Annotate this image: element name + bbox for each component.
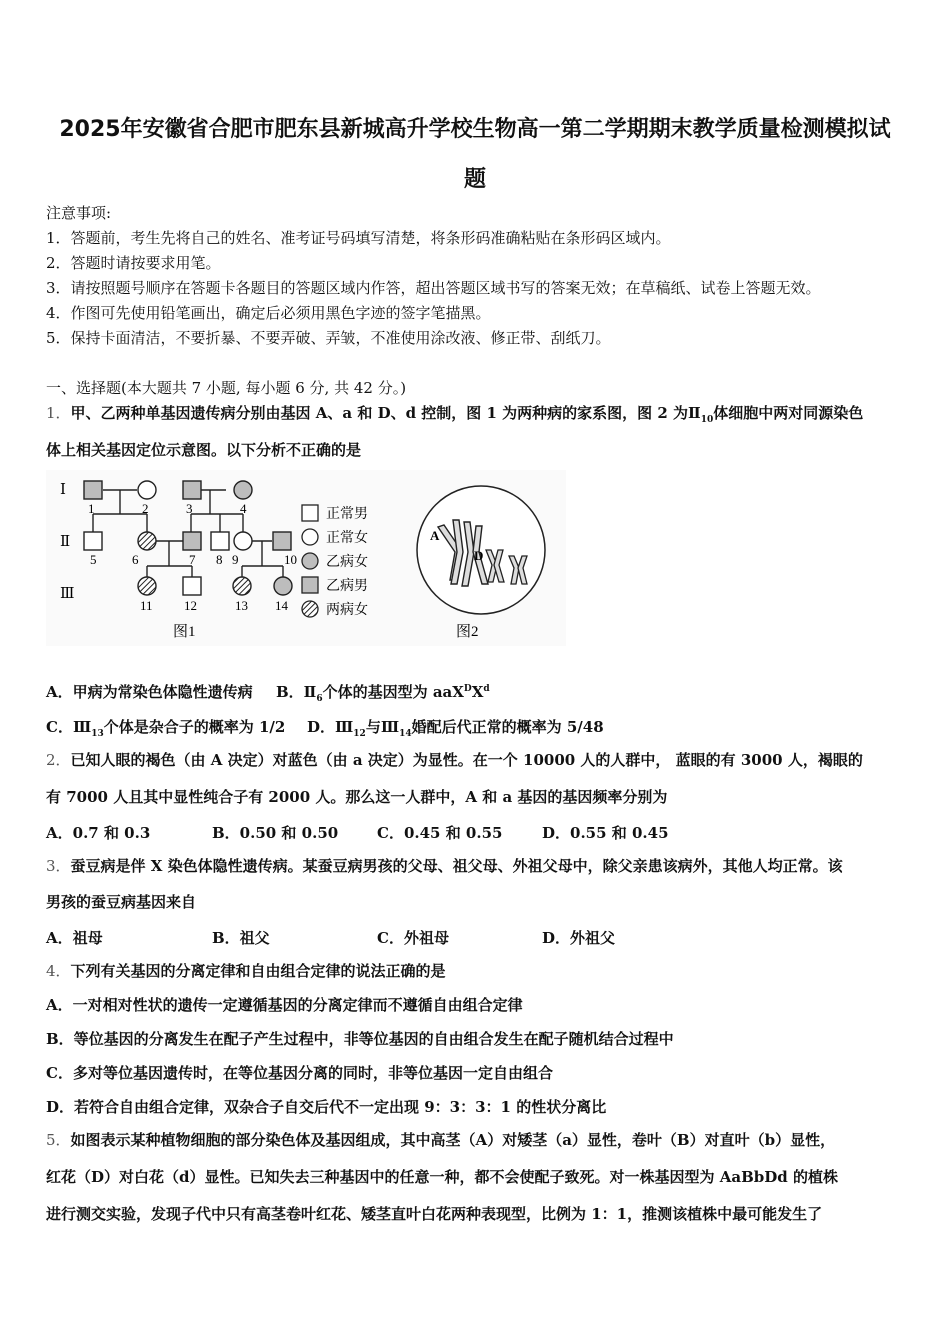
notice-heading: 注意事项: [46, 204, 112, 222]
individual-II7-affected-male [183, 532, 201, 550]
legend-affected-female-icon [302, 553, 318, 569]
question-2-option-d[interactable]: D．0.55 和 0.45 [542, 824, 669, 842]
pedigree-svg [46, 470, 566, 646]
individual-II10-affected-male [273, 532, 291, 550]
generation-label: Ⅱ [60, 534, 71, 550]
question-3-option-a[interactable]: A．祖母 [46, 929, 103, 947]
legend-normal-male-icon [302, 505, 318, 521]
question-number: 4． [46, 962, 71, 980]
generation-label: Ⅲ [60, 586, 75, 602]
legend-label: 乙病女 [326, 555, 368, 570]
question-5-stem-continued: 红花（D）对白花（d）显性。已知失去三种基因中的任意一种，都不会使配子致死。对一株基因型为 AaBbDd 的植株 [46, 1168, 838, 1186]
individual-number: 9 [232, 552, 239, 567]
individual-I4-affected-female [234, 481, 252, 499]
individual-III13-both-diseases-female [233, 577, 251, 595]
question-3-option-b[interactable]: B．祖父 [212, 929, 270, 947]
page-title: 2025年安徽省合肥市肥东县新城高升学校生物高一第二学期期末教学质量检测模拟试 [59, 117, 891, 142]
question-1-option-a[interactable]: A．甲病为常染色体隐性遗传病 [46, 683, 253, 701]
question-3-stem-continued: 男孩的蚕豆病基因来自 [46, 893, 197, 911]
notice-item: 4．作图可先使用铅笔画出，确定后必须用黑色字迹的签字笔描黑。 [46, 304, 491, 322]
individual-II9-normal-female [234, 532, 252, 550]
individual-number: 12 [184, 598, 197, 613]
page-title-continued: 题 [463, 167, 486, 192]
question-number: 2． [46, 751, 71, 769]
legend-affected-male-icon [302, 577, 318, 593]
individual-number: 5 [90, 552, 97, 567]
legend-normal-female-icon [302, 529, 318, 545]
individual-number: 14 [275, 598, 288, 613]
question-2-option-c[interactable]: C．0.45 和 0.55 [377, 824, 503, 842]
gene-label-D: D [474, 548, 484, 563]
individual-I1-affected-male [84, 481, 102, 499]
question-1-option-b[interactable]: B．$Ⅱ_6$个体的基因型为 $aaX^DX^d$ [276, 683, 490, 704]
question-number: 5． [46, 1131, 71, 1149]
individual-III14-affected-female [274, 577, 292, 595]
figure-1-caption: 图1 [173, 624, 196, 640]
individual-number: 11 [140, 598, 153, 613]
gene-label-A: A [430, 528, 440, 543]
individual-III12-normal-male [183, 577, 201, 595]
question-3-option-d[interactable]: D．外祖父 [542, 929, 616, 947]
question-2-stem: 2．已知人眼的褐色（由 A 决定）对蓝色（由 a 决定）为显性。在一个 10000 人的人群中， 蓝眼的有 3000 人，褐眼的 [46, 751, 863, 769]
legend-label: 两病女 [326, 603, 368, 618]
question-5-stem: 5．如图表示某种植物细胞的部分染色体及基因组成，其中高茎（A）对矮茎（a）显性，卷叶（B）对直叶（b）显性， [46, 1131, 836, 1149]
question-1-stem-continued: 体上相关基因定位示意图。以下分析不正确的是 [46, 441, 362, 459]
question-number: 1． [46, 404, 71, 422]
individual-II6-both-diseases-female [138, 532, 156, 550]
individual-number: 13 [235, 598, 248, 613]
legend-label: 乙病男 [326, 579, 368, 594]
individual-I3-affected-male [183, 481, 201, 499]
pedigree-figure [46, 470, 566, 646]
individual-number: 3 [186, 501, 193, 516]
legend-both-diseases-female-icon [302, 601, 318, 617]
legend-label: 正常男 [326, 507, 368, 522]
notice-item: 2．答题时请按要求用笔。 [46, 254, 221, 272]
question-4-stem: 4．下列有关基因的分离定律和自由组合定律的说法正确的是 [46, 962, 446, 980]
question-4-option-c[interactable]: C．多对等位基因遗传时，在等位基因分离的同时，非等位基因一定自由组合 [46, 1064, 553, 1082]
question-1-option-d[interactable]: D．$Ⅲ_{12}$与$Ⅲ_{14}$婚配后代正常的概率为 5/48 [307, 718, 604, 739]
legend-label: 正常女 [326, 531, 368, 546]
generation-label: Ⅰ [60, 482, 66, 498]
notice-item: 3．请按照题号顺序在答题卡各题目的答题区域内作答，超出答题区域书写的答案无效；在草稿纸、试卷上答题无效。 [46, 279, 821, 297]
question-2-option-a[interactable]: A．0.7 和 0.3 [46, 824, 151, 842]
individual-number: 8 [216, 552, 223, 567]
question-2-stem-continued: 有 7000 人且其中显性纯合子有 2000 人。那么这一人群中，A 和 a 基因的基因频率分别为 [46, 788, 668, 806]
section-heading: 一、选择题(本大题共 7 小题, 每小题 6 分, 共 42 分。) [46, 379, 407, 397]
question-3-option-c[interactable]: C．外祖母 [377, 929, 449, 947]
notice-item: 5．保持卡面清洁，不要折暴、不要弄破、弄皱，不准使用涂改液、修正带、刮纸刀。 [46, 329, 611, 347]
question-1-stem: 1．甲、乙两种单基因遗传病分别由基因 A、a 和 D、d 控制，图 1 为两种病的家系图，图 2 为$Ⅱ_{10}$体细胞中两对同源染色 [46, 404, 864, 425]
question-4-option-d[interactable]: D．若符合自由组合定律，双杂合子自交后代不一定出现 9：3：3：1 的性状分离比 [46, 1098, 607, 1116]
individual-number: 10 [284, 552, 297, 567]
question-1-option-c[interactable]: C．$Ⅲ_{13}$个体是杂合子的概率为 1/2 [46, 718, 286, 739]
individual-III11-both-diseases-female [138, 577, 156, 595]
individual-number: 4 [240, 501, 247, 516]
figure-2-caption: 图2 [456, 624, 479, 640]
question-number: 3． [46, 857, 71, 875]
individual-I2-normal-female [138, 481, 156, 499]
individual-number: 7 [189, 552, 196, 567]
question-5-stem-continued: 进行测交实验，发现子代中只有高茎卷叶红花、矮茎直叶白花两种表现型，比例为 1：1，推测该植株中最可能发生了 [46, 1205, 823, 1223]
individual-number: 2 [142, 501, 149, 516]
question-4-option-b[interactable]: B．等位基因的分离发生在配子产生过程中，非等位基因的自由组合发生在配子随机结合过程中 [46, 1030, 674, 1048]
individual-number: 6 [132, 552, 139, 567]
notice-item: 1．答题前，考生先将自己的姓名、准考证号码填写清楚，将条形码准确粘贴在条形码区域内。 [46, 229, 671, 247]
individual-II8-normal-male [211, 532, 229, 550]
question-3-stem: 3．蚕豆病是伴 X 染色体隐性遗传病。某蚕豆病男孩的父母、祖父母、外祖父母中，除父亲患该病外，其他人均正常。该 [46, 857, 843, 875]
individual-number: 1 [88, 501, 95, 516]
question-4-option-a[interactable]: A．一对相对性状的遗传一定遵循基因的分离定律而不遵循自由组合定律 [46, 996, 523, 1014]
individual-II5-normal-male [84, 532, 102, 550]
question-2-option-b[interactable]: B．0.50 和 0.50 [212, 824, 339, 842]
